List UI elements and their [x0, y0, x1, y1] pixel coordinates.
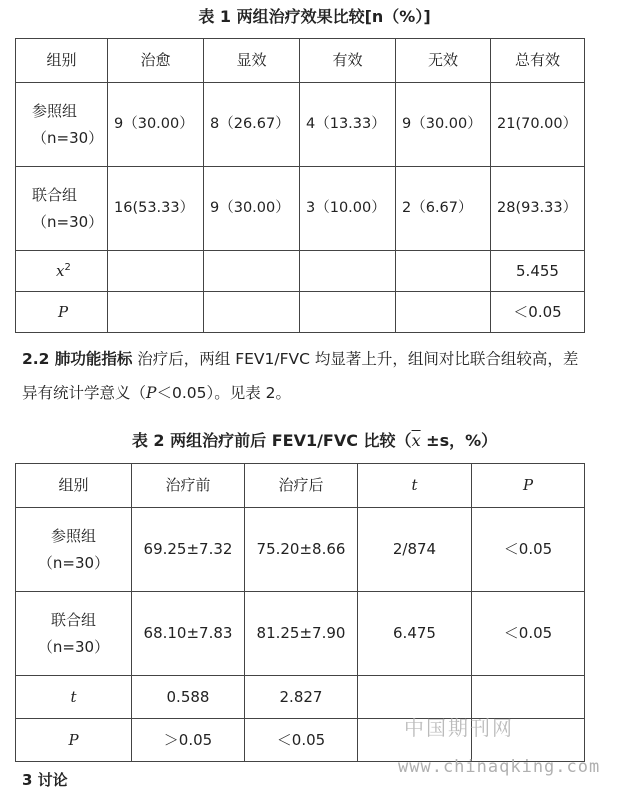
- table-row: [16, 167, 585, 251]
- table-cell: 21(70.00）: [491, 83, 585, 167]
- table-cell: 69.25±7.32: [132, 508, 245, 592]
- table-row: [16, 83, 585, 167]
- table-cell: [108, 251, 204, 292]
- chi-square-label: $x^2$: [16, 251, 108, 292]
- table2-header: 组别: [16, 464, 132, 508]
- table-cell: 68.10±7.83: [132, 592, 245, 676]
- table-cell: ＜0.05: [245, 719, 358, 762]
- chi-square-value: 5.455: [491, 251, 585, 292]
- table-cell: 0.588: [132, 676, 245, 719]
- table1: [15, 38, 585, 333]
- group-cell: [16, 83, 108, 167]
- table-row: [16, 508, 585, 592]
- table-cell: 9（30.00）: [204, 167, 300, 251]
- table-cell: [396, 292, 491, 333]
- next-section-heading: 3 讨论: [22, 771, 68, 789]
- p-label: P: [16, 292, 108, 333]
- section-heading: 2.2 肺功能指标: [22, 350, 133, 368]
- table-cell: ＜0.05: [472, 508, 585, 592]
- group-name: 联合组: [50, 611, 96, 630]
- table-cell: 2/874: [358, 508, 472, 592]
- table-cell: ＞0.05: [132, 719, 245, 762]
- table-row: [16, 251, 585, 292]
- group-size: （n=30）: [32, 212, 104, 231]
- table-cell: 3（10.00）: [300, 167, 396, 251]
- group-cell: [16, 592, 132, 676]
- paragraph-text: ＜0.05）。见表 2。: [156, 384, 292, 402]
- table-cell: 2.827: [245, 676, 358, 719]
- table-cell: 16(53.33）: [108, 167, 204, 251]
- table-cell: 81.25±7.90: [245, 592, 358, 676]
- table-cell: [300, 292, 396, 333]
- table-cell: 6.475: [358, 592, 472, 676]
- table-cell: 4（13.33）: [300, 83, 396, 167]
- table-cell: ＜0.05: [472, 592, 585, 676]
- table1-header: 显效: [204, 39, 300, 83]
- table2-header: P: [472, 464, 585, 508]
- table-cell: [396, 251, 491, 292]
- group-name: 参照组: [32, 102, 78, 121]
- table2-header: 治疗前: [132, 464, 245, 508]
- table2-caption: 表 2 两组治疗前后 FEV1/FVC 比较（$\overline{x} \pm s$，%）: [131, 431, 498, 450]
- group-name: 联合组: [32, 186, 78, 205]
- table2-header: 治疗后: [245, 464, 358, 508]
- table1-header: 有效: [300, 39, 396, 83]
- group-cell: [16, 508, 132, 592]
- table1-header: 无效: [396, 39, 491, 83]
- group-size: （n=30）: [32, 128, 104, 147]
- table-cell: 28(93.33）: [491, 167, 585, 251]
- group-name: 参照组: [50, 527, 96, 546]
- lung-function-paragraph: [22, 342, 592, 410]
- p-label: P: [16, 719, 132, 762]
- p-value: ＜0.05: [491, 292, 585, 333]
- group-size: （n=30）: [37, 553, 110, 572]
- group-size: （n=30）: [37, 637, 110, 656]
- table-cell: [108, 292, 204, 333]
- p-symbol: P: [146, 384, 157, 402]
- table-cell: 2（6.67）: [396, 167, 491, 251]
- table2-header-row: [16, 464, 585, 508]
- table-cell: 9（30.00）: [396, 83, 491, 167]
- table-cell: [204, 292, 300, 333]
- watermark-text: 中国期刊网: [404, 716, 514, 740]
- table-row: [16, 592, 585, 676]
- table-cell: [204, 251, 300, 292]
- group-cell: [16, 167, 108, 251]
- table-cell: 9（30.00）: [108, 83, 204, 167]
- paragraph-text: 治疗后，两组 FEV1/FVC 均显著上升，组间对比联合组较高，差异有统计学意义（: [22, 350, 579, 402]
- watermark-url: www.chinaqking.com: [398, 757, 601, 777]
- table1-header: 总有效: [491, 39, 585, 83]
- table-cell: 75.20±8.66: [245, 508, 358, 592]
- table-cell: 8（26.67）: [204, 83, 300, 167]
- table2-header: t: [358, 464, 472, 508]
- table1-header: 组别: [16, 39, 108, 83]
- table-row: [16, 292, 585, 333]
- table1-header-row: [16, 39, 585, 83]
- t-label: t: [16, 676, 132, 719]
- table1-caption: 表 1 两组治疗效果比较[n（%）]: [198, 7, 431, 26]
- table-cell: [300, 251, 396, 292]
- table1-header: 治愈: [108, 39, 204, 83]
